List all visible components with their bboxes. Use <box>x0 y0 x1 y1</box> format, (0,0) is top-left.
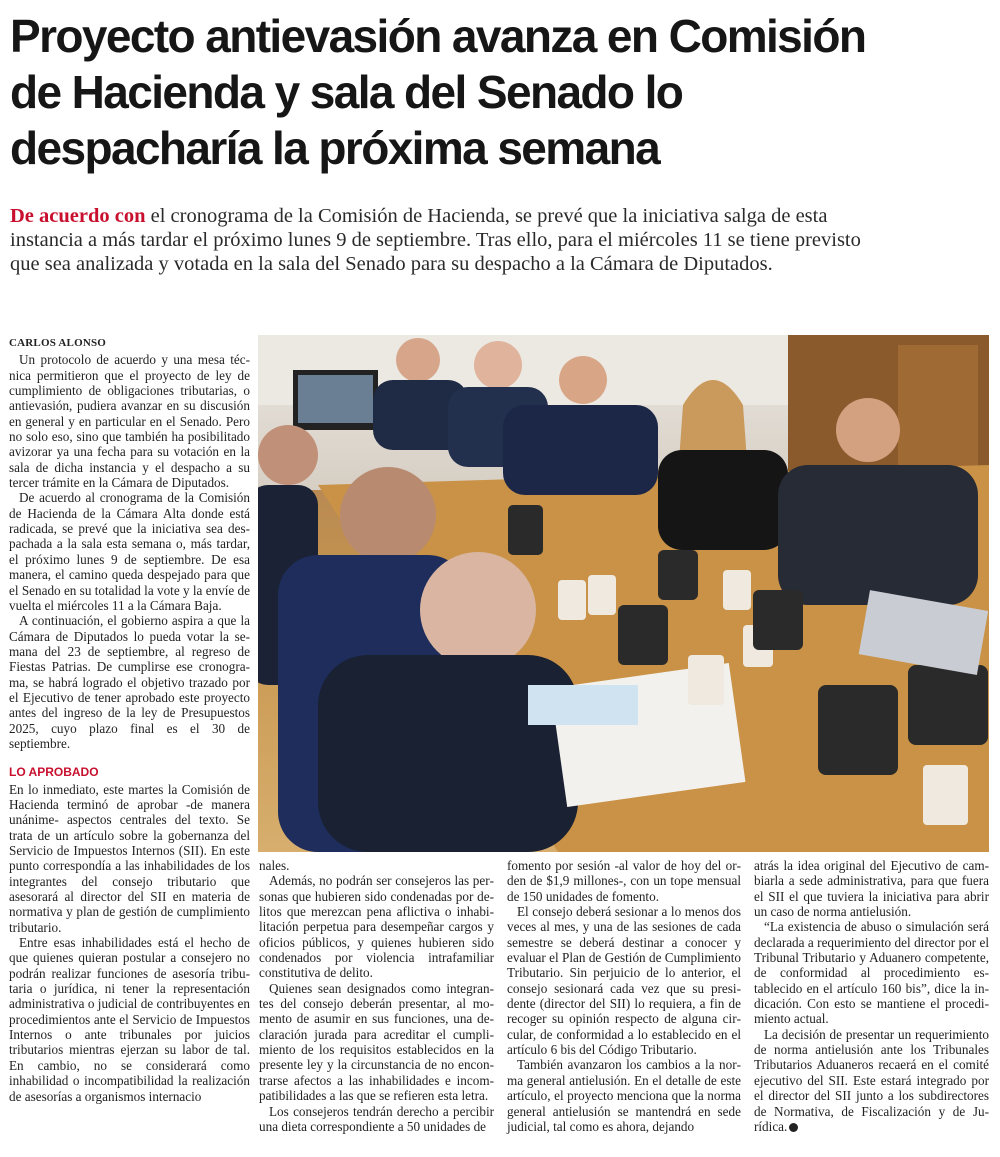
paragraph: Quienes sean designados como integrantes del consejo deberán presentar, al momento de asumir en sus funciones, una declaración jurada para acreditar el cumplimiento de los requisitos establecidos en la presente ley y la circunstancia de no encontrarse afectos a las inhabilidades e incompatibilidades a las que se refieren esta letra. <box>259 980 494 1104</box>
article-column-4 <box>754 858 989 1134</box>
paragraph: “La existencia de abuso o simulación será declarada a requerimiento del director por el Tribunal Tributario y Aduanero competente, de conformidad al procedimiento establecido en el artículo 160 bis”, dice la indicación. Con esto se mantiene el procedimiento actual. <box>754 919 989 1027</box>
article-column-3 <box>507 858 741 1134</box>
lead-paragraph <box>10 204 990 276</box>
paragraph <box>754 1027 989 1134</box>
lead-line: que sea analizada y votada en la sala del Senado para su despacho a la Cámara de Diputados. <box>10 253 773 275</box>
paragraph: Los consejeros tendrán derecho a percibir una dieta correspondiente a 50 unidades de <box>259 1103 494 1134</box>
paragraph: atrás la idea original del Ejecutivo de cambiarla a sede administrativa, para que fuera el SII el que tuviera la iniciativa para abrir un caso de norma antielusión. <box>754 858 989 920</box>
headline <box>10 8 995 176</box>
paragraph: Un protocolo de acuerdo y una mesa técnica permitieron que el proyecto de ley de cumplimiento de obligaciones tributarias, o antievasión, pudiera avanzar en su discusión en general y en particular en el Senado. Pero no solo eso, sino que también ha posibilitado avizorar ya una fecha para su votación en la sala de dicha instancia y el despacho a su tercer trámite en la Cámara de Diputados. <box>9 352 250 491</box>
paragraph: Entre esas inhabilidades está el hecho de que quienes quieran postular a consejero no podrán realizar funciones de asesoría tributaria o jurídica, ni tener la representación administrativa o judicial de contribuyentes en procedimientos ante el Servicio de Impuestos Internos o ante tribunales por juicios tributarios mientras ejerzan su labor de tal. En cambio, no se considerará como inhabilidad o incompatibilidad la realización de asesorías a organismos internacio <box>9 935 250 1104</box>
paragraph: Además, no podrán ser consejeros las personas que hubieren sido condenadas por delitos que merezcan pena aflictiva o inhabilitación perpetua para desempeñar cargos y oficios públicos, y quienes hubieren sido condenados por violencia intrafamiliar constitutiva de delito. <box>259 873 494 981</box>
lead-kicker: De acuerdo con <box>10 205 146 227</box>
end-of-article-icon <box>789 1123 798 1132</box>
paragraph: nales. <box>259 858 290 873</box>
subheading: LO APROBADO <box>9 765 99 780</box>
paragraph-text: La decisión de presentar un requerimiento de norma antielusión ante los Tribunales Tributarios Aduaneros recaerá en el comité ejecutivo del SII. Este estará integrado por el director del SII junto a los subdirectores de Normativa, de Fiscalización y de Jurídica. <box>754 1026 989 1134</box>
article-photo-senate-committee <box>258 335 989 852</box>
photo-illustration <box>258 335 989 852</box>
headline-line: Proyecto antievasión avanza en Comisión <box>10 10 866 62</box>
headline-line: despacharía la próxima semana <box>10 122 660 174</box>
headline-line: de Hacienda y sala del Senado lo <box>10 66 683 118</box>
paragraph: A continuación, el gobierno aspira a que la Cámara de Diputados lo pueda votar la semana del 23 de septiembre, al regreso de Fiestas Patrias. De cumplirse ese cronograma, se habrá logrado el objetivo trazado por el Ejecutivo de tener aprobado este proyecto antes del ingreso de la ley de Presupuestos 2025, cuyo plazo final es el 30 de septiembre. <box>9 613 250 751</box>
lead-line: instancia a más tardar el próximo lunes 9 de septiembre. Tras ello, para el miércoles 11 se tiene previsto <box>10 229 861 251</box>
lead-line: el cronograma de la Comisión de Hacienda, se prevé que la iniciativa salga de esta <box>145 205 828 227</box>
paragraph: También avanzaron los cambios a la norma general antielusión. En el detalle de este artículo, el proyecto menciona que la norma general antielusión se mantendrá en sede judicial, tal como es ahora, dejando <box>507 1057 741 1134</box>
article-column-1 <box>9 336 250 1104</box>
paragraph: De acuerdo al cronograma de la Comisión de Hacienda de la Cámara Alta donde está radicada, se prevé que la iniciativa sea despachada a la sala esta semana o, más tardar, el próximo lunes 9 de septiembre. De esa manera, el camino queda despejado para que el Senado en su totalidad la vote y la envíe de vuelta el miércoles 11 a la Cámara Baja. <box>9 490 250 613</box>
paragraph: fomento por sesión -al valor de hoy del orden de $1,9 millones-, con un tope mensual de 150 unidades de fomento. <box>507 858 741 904</box>
byline: CARLOS ALONSO <box>9 337 107 349</box>
article-column-2 <box>259 858 494 1134</box>
paragraph: En lo inmediato, este martes la Comisión de Hacienda terminó de aprobar -de manera unánime- aspectos centrales del texto. Se trata de un artículo sobre la gobernanza del Servicio de Impuestos Internos (SII). En este punto correspondía a las inhabilidades de los integrantes del consejo tributario que asesorará al director del SII en materia de normativa y plan de gestión de cumplimiento tributario. <box>9 781 250 935</box>
paragraph: El consejo deberá sesionar a lo menos dos veces al mes, y una de las sesiones de cada semestre se deberá destinar a conocer y evaluar el Plan de Gestión de Cumplimiento Tributario. Sin perjuicio de lo anterior, el consejo sesionará cada vez que su presidente (director del SII) lo requiera, a fin de recoger su opinión respecto de alguna circular, de conformidad a lo establecido en el artículo 6 bis del Código Tributario. <box>507 904 741 1058</box>
